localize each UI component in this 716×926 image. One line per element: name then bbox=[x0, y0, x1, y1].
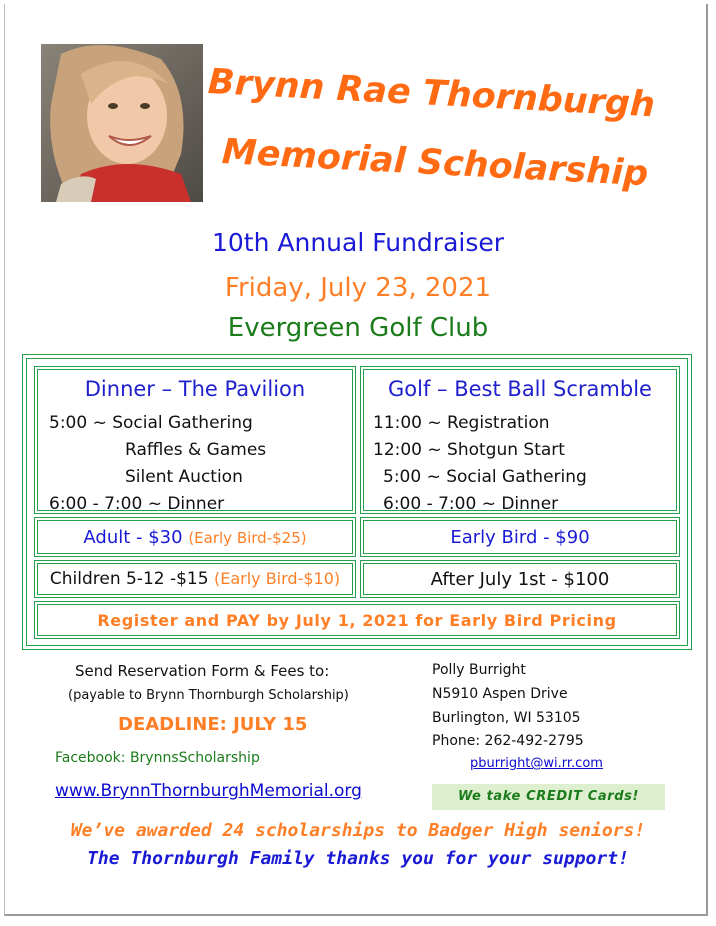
facebook: Facebook: BrynnsScholarship bbox=[55, 750, 260, 766]
golf-line: 11:00 ~ Registration bbox=[373, 413, 550, 433]
send-line-2: (payable to Brynn Thornburgh Scholarship) bbox=[68, 688, 349, 703]
send-line-1: Send Reservation Form & Fees to: bbox=[75, 662, 330, 680]
children-price: Children 5-12 -$15 bbox=[49, 569, 209, 589]
children-price-box bbox=[34, 560, 356, 598]
adult-price-box bbox=[34, 517, 356, 557]
credit-cards-badge: We take CREDIT Cards! bbox=[432, 784, 665, 810]
contact-name: Polly Burright bbox=[432, 662, 526, 678]
website-link[interactable]: www.BrynnThornburghMemorial.org bbox=[55, 781, 362, 801]
dinner-heading: Dinner – The Pavilion bbox=[84, 377, 306, 401]
golf-line: 6:00 - 7:00 ~ Dinner bbox=[383, 494, 559, 514]
dinner-box bbox=[34, 366, 356, 514]
golf-box bbox=[360, 366, 680, 514]
register-note-box bbox=[34, 601, 680, 639]
dinner-line: 5:00 ~ Social Gathering bbox=[49, 413, 253, 433]
children-early-bird: (Early Bird-$10) bbox=[213, 569, 341, 588]
title-line-1: Brynn Rae Thornburgh bbox=[206, 62, 656, 126]
golf-line: 12:00 ~ Shotgun Start bbox=[373, 440, 565, 460]
title-line-2: Memorial Scholarship bbox=[220, 132, 650, 195]
golf-early-price: Early Bird - $90 bbox=[450, 527, 590, 548]
event-venue: Evergreen Golf Club bbox=[227, 313, 489, 343]
contact-phone: Phone: 262-492-2795 bbox=[432, 733, 584, 749]
adult-early-bird: (Early Bird-$25) bbox=[188, 529, 307, 547]
adult-price-line bbox=[35, 527, 355, 548]
event-details-frame bbox=[26, 358, 688, 646]
golf-early-box bbox=[360, 517, 680, 557]
golf-heading: Golf – Best Ball Scramble bbox=[388, 377, 652, 401]
event-name: 10th Annual Fundraiser bbox=[211, 228, 505, 257]
contact-street: N5910 Aspen Drive bbox=[432, 686, 568, 702]
footer-thanks: The Thornburgh Family thanks you for your support! bbox=[87, 848, 629, 869]
contact-city: Burlington, WI 53105 bbox=[432, 710, 581, 726]
footer-scholarships: We’ve awarded 24 scholarships to Badger High seniors! bbox=[70, 820, 646, 841]
golf-late-box bbox=[360, 560, 680, 598]
contact-email-link[interactable]: pburright@wi.rr.com bbox=[470, 756, 603, 771]
children-price-line bbox=[35, 569, 355, 589]
event-date: Friday, July 23, 2021 bbox=[224, 273, 492, 303]
dinner-line: 6:00 - 7:00 ~ Dinner bbox=[49, 494, 225, 514]
golf-late-price: After July 1st - $100 bbox=[430, 569, 610, 590]
golf-line: 5:00 ~ Social Gathering bbox=[383, 467, 587, 487]
dinner-line: Silent Auction bbox=[125, 467, 243, 487]
dinner-line: Raffles & Games bbox=[125, 440, 267, 460]
deadline: DEADLINE: JULY 15 bbox=[118, 714, 308, 735]
portrait-photo bbox=[41, 44, 203, 202]
adult-price: Adult - $30 bbox=[83, 527, 183, 548]
register-note: Register and PAY by July 1, 2021 for Early Bird Pricing bbox=[97, 611, 617, 630]
